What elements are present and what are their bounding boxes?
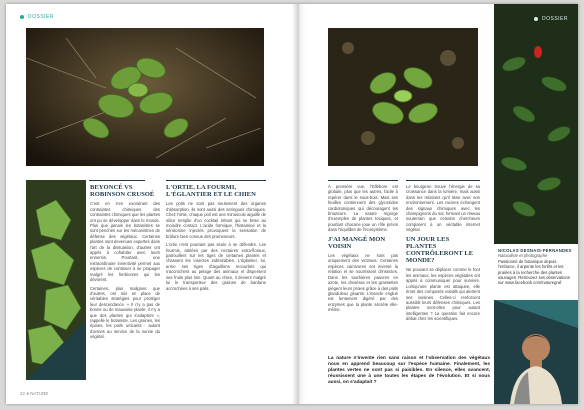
- heading-rule: [166, 180, 266, 181]
- nettle-photo: [26, 180, 86, 380]
- heading-rule: [406, 180, 480, 181]
- magazine-spread: [6, 4, 578, 404]
- heading-rule: [328, 180, 398, 181]
- author-panel: [494, 300, 578, 404]
- right-page: [298, 4, 578, 404]
- section-dot-icon: [20, 15, 24, 19]
- heading-rule: [89, 180, 145, 181]
- text-column-4: Le bourgeon trouve l'énergie de sa croissance dans la lumière, mais aussi dans les relations qu'il tisse avec son environnement. Les racines échangent des signaux chimiques avec les champignons du sol, formant un réseau souterrain que certains chercheurs comparent à un véritable internet végétal. UN JOUR LES PLANTES CONTRÔLERONT LE MONDE? Ne pouvant se déplacer comme le font les animaux, les espèces végétales ont appris à communiquer pour survivre. Lorsqu'une plante est attaquée, elle émet des composés volatils qui alertent ses voisines. Celles-ci renforcent aussitôt leurs défenses chimiques. Les plantes sont-elles pour autant intelligentes ? La question fait encore débat chez les scientifiques.: [406, 184, 480, 322]
- rosehip-photo: [494, 4, 578, 244]
- section-label: DOSSIER: [20, 14, 54, 20]
- text-column-2: L'ORTIE, LA FOURMI, L'ÉGLANTIER ET LE CHIEN Les poils ne sont pas seulement des organes d'absorption, ils sont aussi des seringues chimiques. Chez l'ortie, chaque poil est une minuscule aiguille de silice remplie d'un cocktail irritant qui se brise au moindre contact. L'acide formique, l'histamine et la sérotonine injectés provoquent la sensation de brûlure bien connue des promeneurs. L'ortie n'est pourtant pas seule à se défendre. Les fourmis, attirées par des nectaires extra-floraux, patrouillent sur les tiges de certaines plantes et chassent les insectes indésirables. L'églantier, lui, arme ses tiges d'aiguillons recourbés qui s'accrochent au pelage des animaux et dispersent ses fruits plus loin. Quant au chien, il devient malgré lui le transporteur des graines de bardane accrochées à ses poils.: [166, 184, 266, 291]
- text-column-3: À première vue, l'Ellébore est globale, plus que les autres, facile à repérer dans le sous-bois. Mais ses feuilles contiennent des glycosides cardiotoniques qui découragent les brouteurs. La nature regorge d'exemples de plantes toxiques, et pourtant chacune joue un rôle précis dans l'équilibre de l'écosystème. J'AI MANGÉ MON VOISIN Les végétaux ne sont pas uniquement des victimes. Certaines espèces carnivores ont inversé la relation et se nourrissent d'insectes. Dans les tourbières pauvres en azote, les droséras et les grassettes piègent leurs proies grâce à des poils glanduleux gluants. L'insecte englué est lentement digéré par des enzymes que la plante sécrète elle-même.: [328, 184, 398, 313]
- plant-photo-top: [26, 28, 264, 166]
- author-bio: NICOLAS DESNAIS-FERNANDES Naturaliste et photographe Passionné de botanique depuis l'enfance, il arpente les forêts et les prairies à la recherche des plantes sauvages. Retrouvez ses observations sur www.facebook.com/naturegraf: [498, 248, 572, 286]
- left-page: [6, 4, 298, 404]
- seedling-photo: [328, 28, 478, 166]
- section-dot-icon: [534, 17, 538, 21]
- text-column-1: BEYONCÉ VS ROBINSON CRUSOÉ C'est en s'en exonérant des contraintes chimiques des contraintes chimiques que les plantes ont pu se développer dans le monde. Plus que jamais les botanistes se sont penchés sur les mécanismes de défense des végétaux. Certaines plantes sont devenues expertes dans l'art de la dissuasion, d'autres ont appris à cohabiter avec leurs ennemis. Pourtant, une extraordinaire inventivité permet aux espèces de continuer à se propager malgré les herbivores qui les dévorent. Certaines, plus malignes que d'autres, ont mis en place de véritables stratégies pour protéger leur descendance. « Il n'y a pas de bonne ou de mauvaise plante, il n'y a que des plantes qui s'adaptent », rappelle le botaniste. Les graines, les épines, les poils urticants : autant d'armes au service de la survie du végétal.: [90, 184, 160, 340]
- section-label: DOSSIER: [534, 16, 568, 22]
- page-folio: 22 ● NATURE: [20, 391, 49, 396]
- pull-quote: La nature n'invente rien sans raison et l'observation des végétaux nous en apprend beaucoup sur l'espèce humaine. Finalement, les plantes vertes ne sont pas si paisibles. En silence, elles avancent, réussissent une à une toutes les étapes de l'évolution. Et si nous aussi, on s'adaptait ?: [328, 356, 490, 385]
